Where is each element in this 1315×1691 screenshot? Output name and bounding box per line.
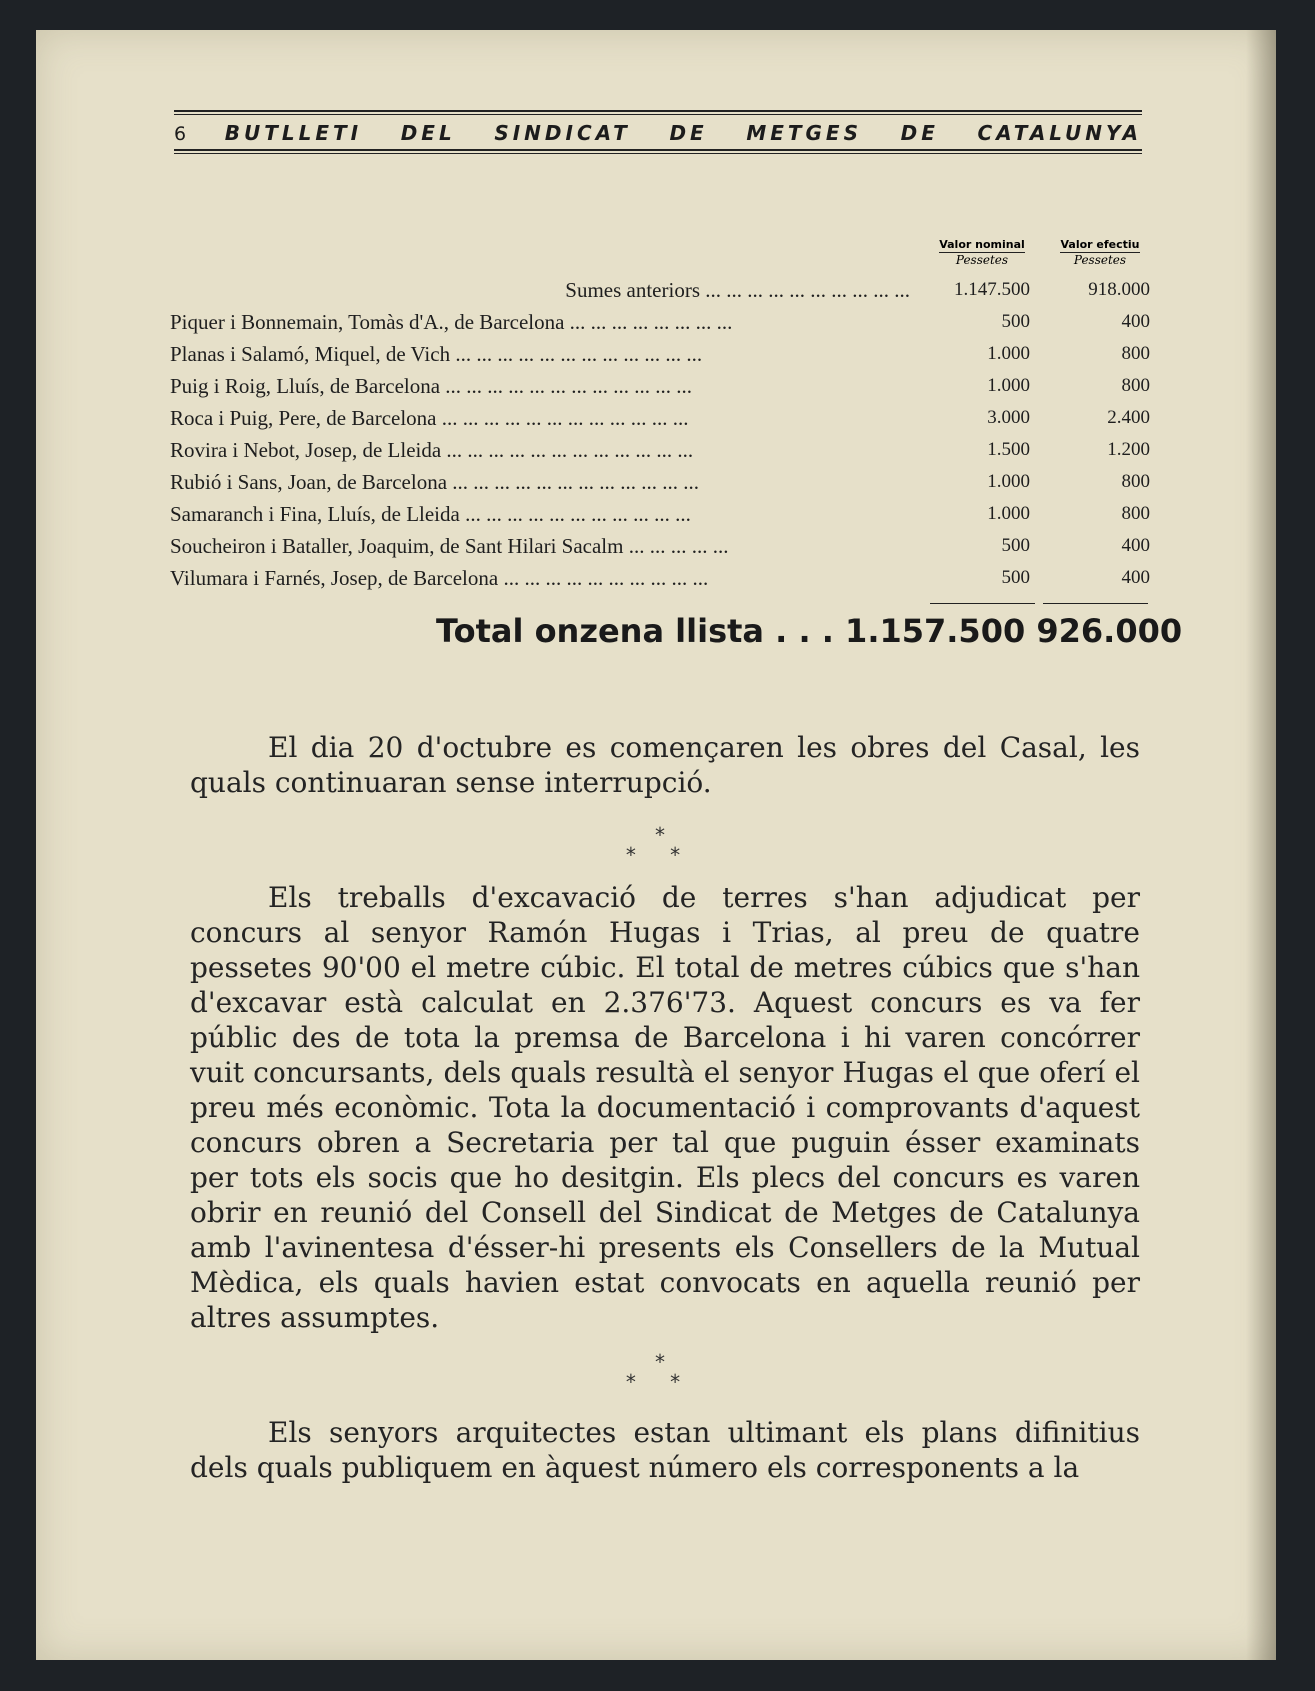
table-row bbox=[170, 530, 1150, 562]
header-word: SINDICAT bbox=[494, 121, 631, 145]
row-name: Samaranch i Fina, Lluís, de Lleida ... ... ... ... ... ... ... ... ... ... ... bbox=[170, 501, 691, 526]
sum-rules bbox=[930, 603, 1148, 604]
paragraph-3: Els senyors arquitectes estan ultimant els plans difinitius dels quals publiquem en àquest número els corresponents a la bbox=[190, 1416, 1140, 1484]
header-word: DEL bbox=[400, 121, 456, 145]
contributions-table bbox=[170, 274, 1150, 594]
row-efectiu: 800 bbox=[1121, 375, 1150, 396]
row-name: Planas i Salamó, Miquel, de Vich ... ... ... ... ... ... ... ... ... ... ... ... bbox=[170, 341, 703, 366]
header-word: CATALUNYA bbox=[977, 121, 1142, 145]
row-nominal: 500 bbox=[1001, 535, 1030, 556]
table-row bbox=[170, 498, 1150, 530]
separator-bottom: * * bbox=[625, 1370, 695, 1394]
row-nominal: 1.147.500 bbox=[954, 279, 1030, 300]
column-headers bbox=[932, 233, 1150, 267]
row-name: Soucheiron i Bataller, Joaquim, de Sant Hilari Sacalm ... ... ... ... ... bbox=[170, 533, 729, 558]
separator-stars-1 bbox=[600, 825, 720, 865]
separator-bottom: * * bbox=[625, 843, 695, 867]
table-row bbox=[170, 306, 1150, 338]
row-efectiu: 400 bbox=[1121, 311, 1150, 332]
paragraph-2: Els treballs d'excavació de terres s'han adjudicat per concurs al senyor Ramón Hugas i Trias, al preu de quatre pessetes 90'00 el metre cúbic. El total de metres cúbics que s'han d'excavar està calculat en 2.376'73. Aquest concurs es va fer públic des de tota la premsa de Barcelona i hi varen concórrer vuit concursants, dels quals resultà el senyor Hugas el que oferí el preu més econòmic. Tota la documentació i comprovants d'aquest concurs obren a Secretaria per tal que puguin ésser examinats per tots els socis que ho desitgin. Els plecs del concurs es varen obrir en reunió del Consell del Sindicat de Metges de Catalunya amb l'avinentesa d'ésser-hi presents els Consellers de la Mutual Mèdica, els quals havien estat convocats en aquella reunió per altres assumptes. bbox=[190, 881, 1140, 1334]
paragraph-1: El dia 20 d'octubre es començaren les obres del Casal, les quals continuaran sense interrupció. bbox=[190, 731, 1140, 799]
row-nominal: 500 bbox=[1001, 311, 1030, 332]
row-efectiu: 1.200 bbox=[1107, 439, 1150, 460]
page-number: 6 bbox=[174, 123, 187, 145]
total-line bbox=[436, 612, 1183, 650]
row-efectiu: 800 bbox=[1121, 503, 1150, 524]
sum-rule-nominal bbox=[930, 603, 1035, 604]
sum-rule-efectiu bbox=[1043, 603, 1148, 604]
header-word: DE bbox=[669, 121, 708, 145]
table-row bbox=[170, 466, 1150, 498]
separator-stars-2 bbox=[600, 1352, 720, 1392]
column-header-nominal bbox=[932, 233, 1032, 267]
separator-top: * bbox=[655, 823, 665, 847]
row-name: Rubió i Sans, Joan, de Barcelona ... ... ... ... ... ... ... ... ... ... ... ... bbox=[170, 469, 700, 494]
row-efectiu: 400 bbox=[1121, 535, 1150, 556]
column-title: Valor efectiu bbox=[1060, 238, 1140, 251]
header-rule-bottom-thin bbox=[174, 153, 1142, 154]
separator-top: * bbox=[655, 1350, 665, 1374]
total-efectiu: 926.000 bbox=[1036, 612, 1183, 650]
row-name: Roca i Puig, Pere, de Barcelona ... ... ... ... ... ... ... ... ... ... ... ... bbox=[170, 405, 689, 430]
page-edge-shadow bbox=[1246, 30, 1276, 1660]
header-title bbox=[174, 115, 1142, 149]
row-efectiu: 800 bbox=[1121, 343, 1150, 364]
table-row bbox=[170, 434, 1150, 466]
row-nominal: 1.000 bbox=[987, 375, 1030, 396]
row-efectiu: 800 bbox=[1121, 471, 1150, 492]
row-name: Rovira i Nebot, Josep, de Lleida ... ... ... ... ... ... ... ... ... ... ... ... bbox=[170, 437, 694, 462]
row-name: Puig i Roig, Lluís, de Barcelona ... ... ... ... ... ... ... ... ... ... ... ... bbox=[170, 373, 693, 398]
total-label: Total onzena llista . . . bbox=[436, 612, 834, 650]
header-word: DE bbox=[900, 121, 939, 145]
row-nominal: 1.000 bbox=[987, 471, 1030, 492]
header-rule-top bbox=[174, 110, 1142, 112]
total-nominal: 1.157.500 bbox=[845, 612, 1026, 650]
row-name: Sumes anteriors ... ... ... ... ... ... ... ... ... ... bbox=[565, 277, 910, 302]
header-rule-bottom bbox=[174, 149, 1142, 151]
table-row bbox=[170, 274, 1150, 306]
row-name: Piquer i Bonnemain, Tomàs d'A., de Barcelona ... ... ... ... ... ... ... ... bbox=[170, 309, 733, 334]
row-nominal: 500 bbox=[1001, 567, 1030, 588]
header-word: METGES bbox=[746, 121, 863, 145]
row-nominal: 3.000 bbox=[987, 407, 1030, 428]
row-name: Vilumara i Farnés, Josep, de Barcelona ... ... ... ... ... ... ... ... ... ... bbox=[170, 565, 709, 590]
table-row bbox=[170, 370, 1150, 402]
column-header-efectiu bbox=[1050, 233, 1150, 267]
row-nominal: 1.000 bbox=[987, 503, 1030, 524]
row-nominal: 1.000 bbox=[987, 343, 1030, 364]
table-row bbox=[170, 562, 1150, 594]
running-header bbox=[174, 110, 1142, 154]
row-nominal: 1.500 bbox=[987, 439, 1030, 460]
column-unit: Pessetes bbox=[955, 253, 1009, 267]
table-row bbox=[170, 402, 1150, 434]
column-title: Valor nominal bbox=[939, 238, 1025, 251]
header-word: BUTLLETI bbox=[224, 121, 363, 145]
row-efectiu: 2.400 bbox=[1107, 407, 1150, 428]
table-row bbox=[170, 338, 1150, 370]
row-efectiu: 400 bbox=[1121, 567, 1150, 588]
row-efectiu: 918.000 bbox=[1088, 279, 1150, 300]
column-unit: Pessetes bbox=[1073, 253, 1127, 267]
